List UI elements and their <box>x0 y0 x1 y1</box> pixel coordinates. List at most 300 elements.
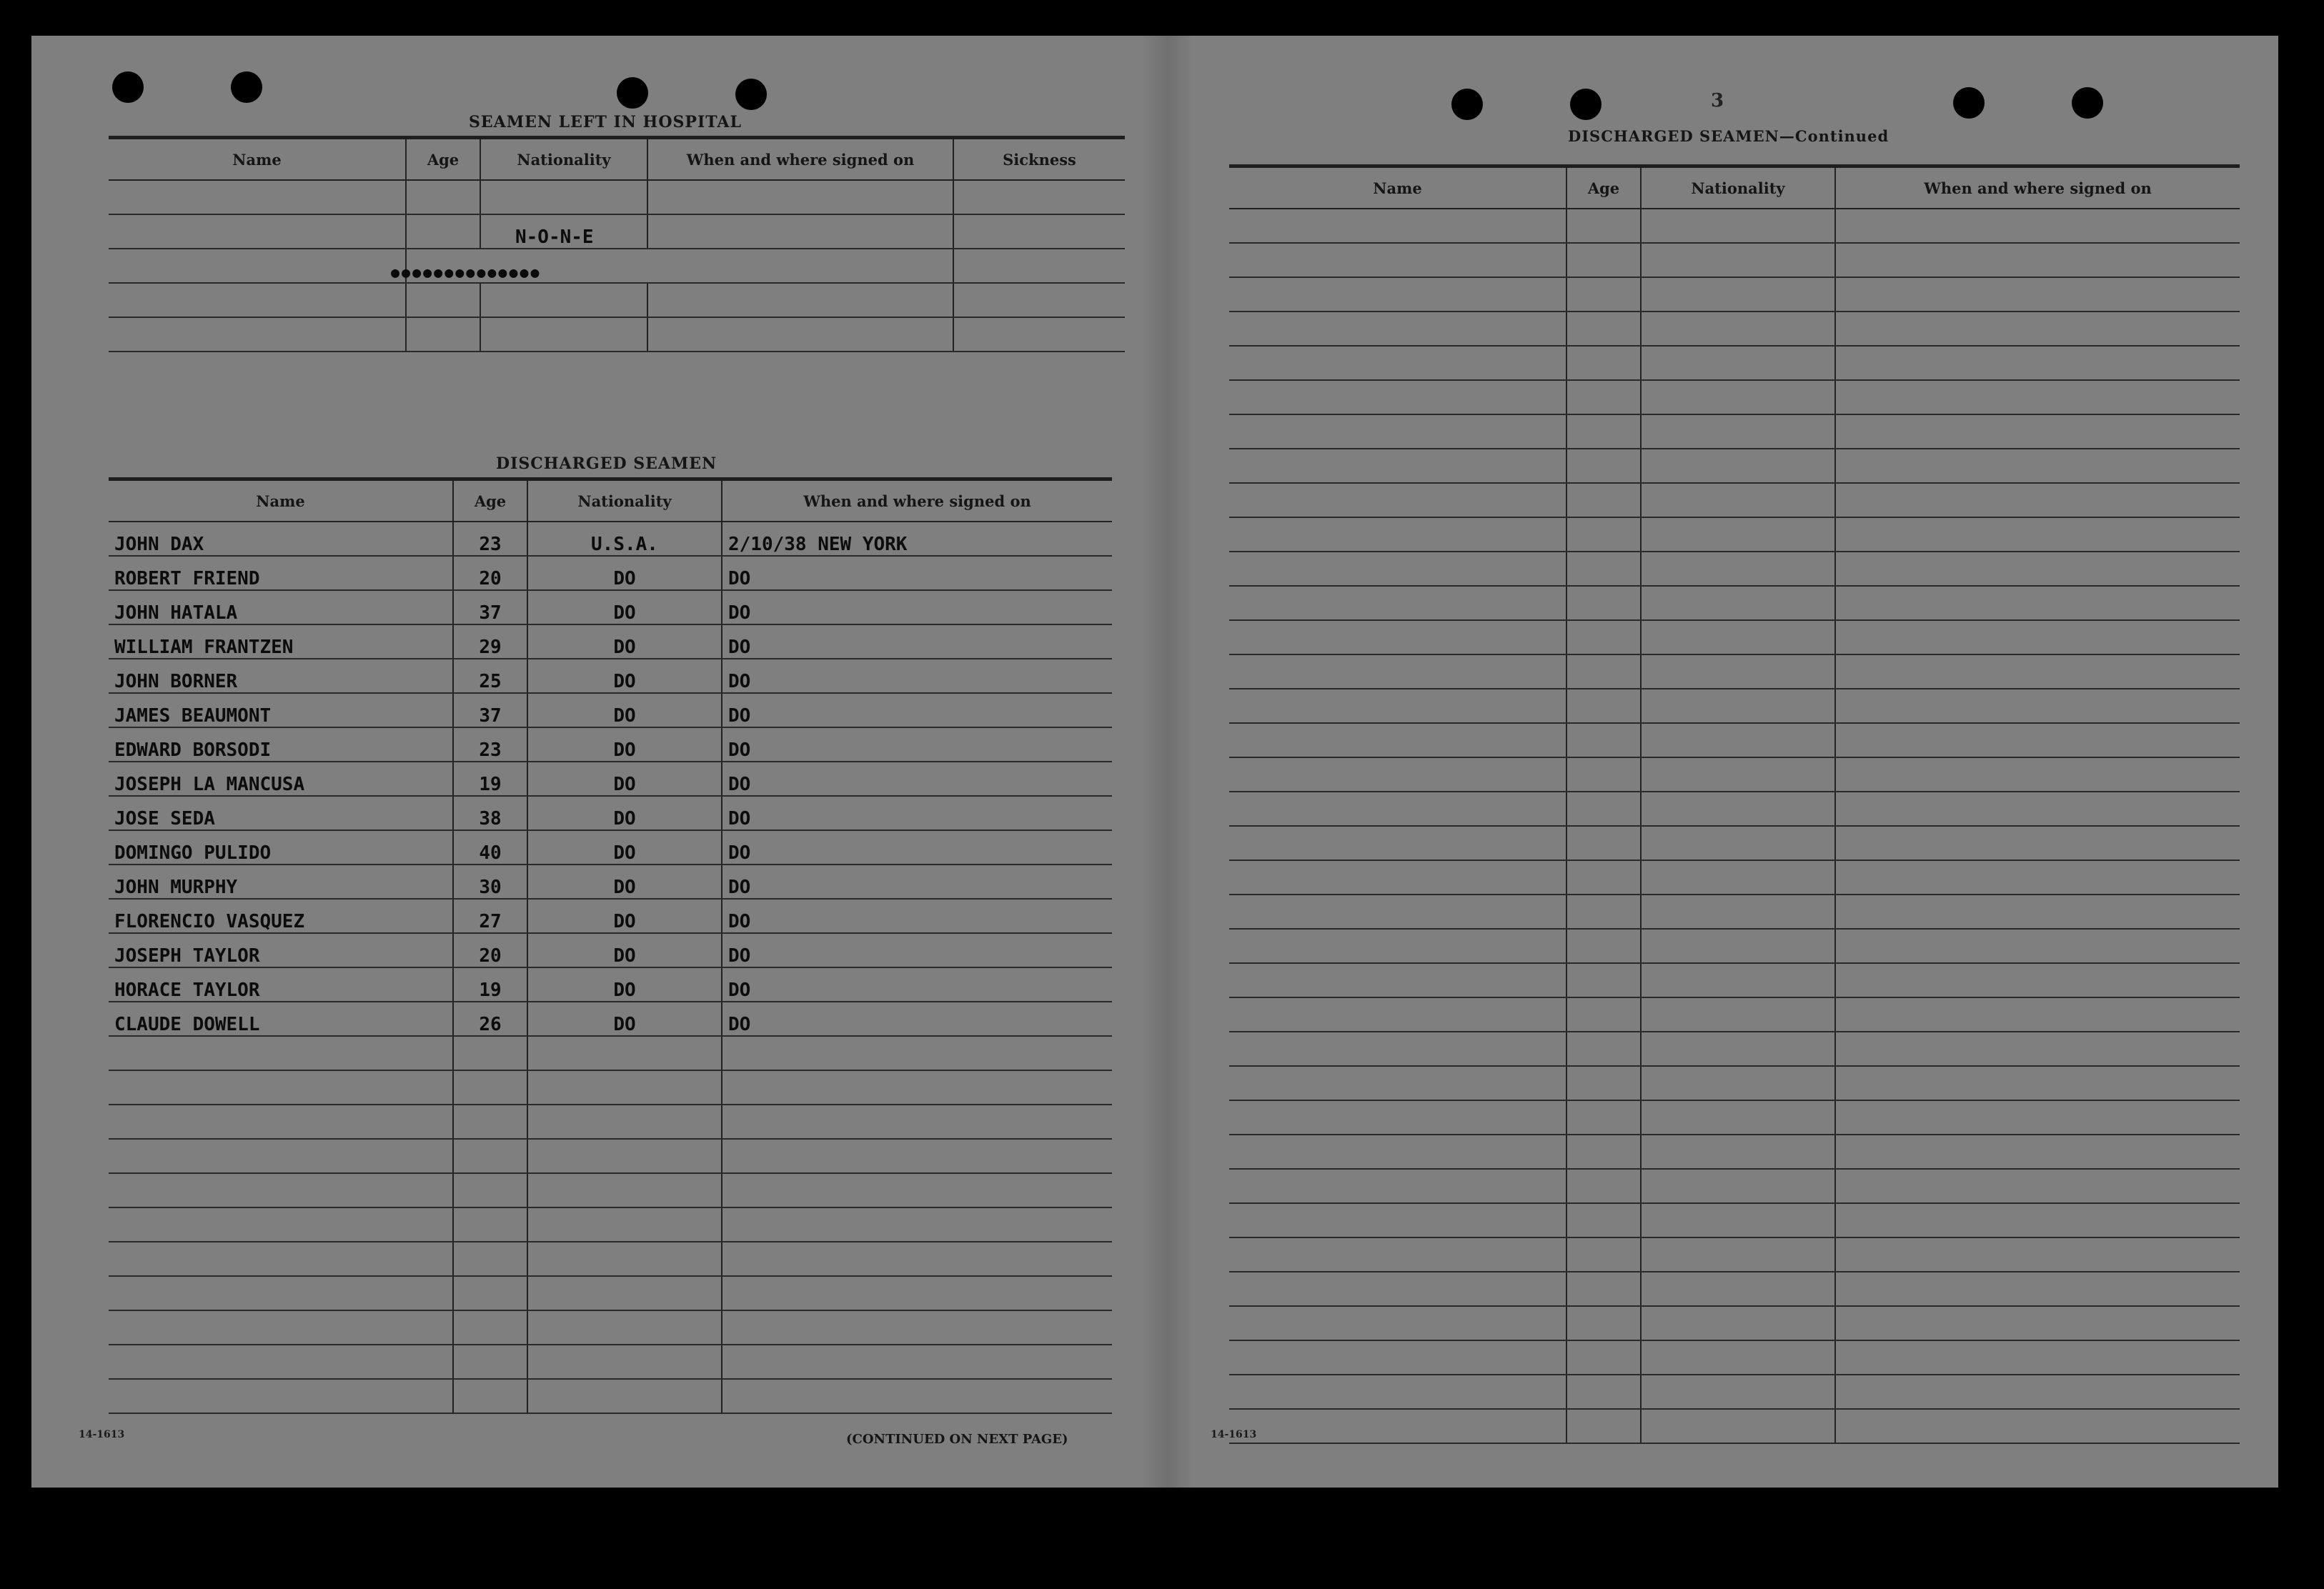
blank-cell <box>527 1173 722 1207</box>
page-fold <box>1143 36 1193 1488</box>
seaman-signed-on: DO <box>722 590 1112 624</box>
blank-cell <box>1229 380 1566 414</box>
col-header-sickness: Sickness <box>953 138 1125 181</box>
discharged-table <box>109 477 1112 1414</box>
blank-cell <box>1641 1169 1835 1203</box>
blank-cell <box>1835 243 2240 277</box>
blank-cell <box>1641 963 1835 997</box>
blank-cell <box>1229 1169 1566 1203</box>
blank-cell <box>1641 1032 1835 1066</box>
discharged-section-title: DISCHARGED SEAMEN <box>496 454 717 473</box>
table-row <box>1229 1203 2240 1237</box>
seaman-signed-on: DO <box>722 967 1112 1002</box>
blank-cell <box>453 1379 527 1413</box>
blank-cell <box>1566 1100 1641 1135</box>
blank-cell <box>1229 860 1566 895</box>
blank-cell <box>1566 1066 1641 1100</box>
blank-cell <box>1566 243 1641 277</box>
table-row <box>109 1276 1112 1310</box>
seaman-nationality: DO <box>527 624 722 659</box>
table-row <box>109 727 1112 762</box>
table-row <box>1229 654 2240 689</box>
blank-cell <box>1835 1066 2240 1100</box>
blank-cell <box>1229 1237 1566 1272</box>
blank-cell <box>1641 552 1835 586</box>
blank-cell <box>1835 312 2240 346</box>
blank-cell <box>1835 723 2240 757</box>
seaman-signed-on: DO <box>722 899 1112 933</box>
blank-cell <box>1229 757 1566 792</box>
blank-cell <box>1229 689 1566 723</box>
blank-cell <box>1835 449 2240 483</box>
blank-cell <box>1835 380 2240 414</box>
blank-cell <box>1641 792 1835 826</box>
blank-cell <box>1835 277 2240 312</box>
blank-cell <box>1641 243 1835 277</box>
blank-cell <box>109 1070 453 1105</box>
blank-cell <box>1229 243 1566 277</box>
blank-cell <box>1229 277 1566 312</box>
blank-cell <box>1566 1272 1641 1306</box>
blank-cell <box>722 1345 1112 1379</box>
seaman-nationality: DO <box>527 899 722 933</box>
blank-cell <box>1229 312 1566 346</box>
col-header-age: Age <box>406 138 480 181</box>
blank-cell <box>1835 586 2240 620</box>
table-row <box>1229 792 2240 826</box>
discharged-header-row <box>109 479 1112 522</box>
blank-cell <box>1229 654 1566 689</box>
blank-cell <box>1641 277 1835 312</box>
blank-cell <box>1641 209 1835 243</box>
blank-cell <box>453 1345 527 1379</box>
punch-hole <box>231 71 262 103</box>
blank-cell <box>527 1139 722 1173</box>
blank-cell <box>1566 895 1641 929</box>
blank-cell <box>453 1105 527 1139</box>
blank-cell <box>1641 483 1835 517</box>
blank-cell <box>1641 449 1835 483</box>
punch-hole <box>2072 87 2103 119</box>
blank-cell <box>1566 414 1641 449</box>
blank-cell <box>1835 1237 2240 1272</box>
blank-cell <box>1641 723 1835 757</box>
table-row <box>1229 689 2240 723</box>
seaman-name: JOHN HATALA <box>109 590 453 624</box>
table-row <box>1229 346 2240 380</box>
blank-cell <box>453 1070 527 1105</box>
blank-cell <box>1835 1032 2240 1066</box>
table-row <box>1229 1237 2240 1272</box>
blank-cell <box>1835 997 2240 1032</box>
table-row <box>109 865 1112 899</box>
blank-cell <box>527 1242 722 1276</box>
table-row <box>1229 209 2240 243</box>
blank-cell <box>1641 380 1835 414</box>
blank-cell <box>1835 826 2240 860</box>
col-header-age: Age <box>453 479 527 522</box>
blank-cell <box>109 1345 453 1379</box>
seaman-name: CLAUDE DOWELL <box>109 1002 453 1036</box>
blank-cell <box>1641 1203 1835 1237</box>
blank-cell <box>1835 929 2240 963</box>
table-row <box>109 762 1112 796</box>
col-header-signed-on: When and where signed on <box>647 138 953 181</box>
blank-cell <box>1566 517 1641 552</box>
table-row <box>109 317 1125 352</box>
col-header-name: Name <box>109 479 453 522</box>
blank-cell <box>1835 895 2240 929</box>
punch-hole <box>1451 89 1483 120</box>
seaman-name: JOHN BORNER <box>109 659 453 693</box>
blank-cell <box>527 1207 722 1242</box>
blank-cell <box>1835 483 2240 517</box>
blank-cell <box>1229 997 1566 1032</box>
blank-cell <box>453 1242 527 1276</box>
blank-cell <box>1641 1066 1835 1100</box>
blank-cell <box>1835 1375 2240 1409</box>
table-row <box>109 1207 1112 1242</box>
blank-cell <box>1566 1409 1641 1443</box>
seaman-nationality: DO <box>527 762 722 796</box>
seaman-age: 27 <box>453 899 527 933</box>
blank-cell <box>1835 620 2240 654</box>
col-header-nationality: Nationality <box>527 479 722 522</box>
blank-cell <box>1835 792 2240 826</box>
table-row <box>1229 243 2240 277</box>
blank-cell <box>1566 963 1641 997</box>
seaman-nationality: DO <box>527 693 722 727</box>
seaman-age: 40 <box>453 830 527 865</box>
blank-cell <box>1641 1409 1835 1443</box>
blank-cell <box>1566 1340 1641 1375</box>
blank-cell <box>1835 552 2240 586</box>
seaman-age: 19 <box>453 967 527 1002</box>
blank-cell <box>1229 792 1566 826</box>
blank-cell <box>722 1310 1112 1345</box>
blank-cell <box>722 1242 1112 1276</box>
table-row <box>1229 552 2240 586</box>
blank-cell <box>527 1276 722 1310</box>
blank-cell <box>1229 1272 1566 1306</box>
table-row <box>1229 895 2240 929</box>
col-header-name: Name <box>109 138 406 181</box>
blank-cell <box>1229 1032 1566 1066</box>
blank-cell <box>1566 380 1641 414</box>
seaman-age: 30 <box>453 865 527 899</box>
seaman-name: JOSEPH TAYLOR <box>109 933 453 967</box>
seaman-age: 38 <box>453 796 527 830</box>
table-row <box>109 283 1125 317</box>
seaman-nationality: DO <box>527 659 722 693</box>
blank-cell <box>1566 997 1641 1032</box>
table-row <box>109 1105 1112 1139</box>
table-row <box>109 522 1112 556</box>
seaman-name: JOSEPH LA MANCUSA <box>109 762 453 796</box>
blank-cell <box>1566 929 1641 963</box>
blank-cell <box>527 1310 722 1345</box>
blank-cell <box>1566 860 1641 895</box>
table-row <box>1229 414 2240 449</box>
table-row <box>109 1173 1112 1207</box>
table-row <box>109 590 1112 624</box>
blank-cell <box>1566 689 1641 723</box>
seaman-age: 20 <box>453 556 527 590</box>
table-row <box>1229 483 2240 517</box>
punch-hole <box>735 79 767 110</box>
blank-cell <box>453 1310 527 1345</box>
blank-cell <box>1641 1375 1835 1409</box>
table-row <box>1229 826 2240 860</box>
hospital-none-entry: N-O-N-E <box>515 226 594 248</box>
blank-cell <box>1641 414 1835 449</box>
blank-cell <box>1835 209 2240 243</box>
table-row <box>1229 517 2240 552</box>
blank-cell <box>1641 997 1835 1032</box>
blank-cell <box>109 1139 453 1173</box>
blank-cell <box>109 1105 453 1139</box>
seaman-nationality: DO <box>527 796 722 830</box>
blank-cell <box>109 1207 453 1242</box>
blank-cell <box>1566 620 1641 654</box>
table-row <box>1229 963 2240 997</box>
blank-cell <box>1835 689 2240 723</box>
blank-cell <box>1641 860 1835 895</box>
blank-cell <box>722 1379 1112 1413</box>
seaman-nationality: DO <box>527 1002 722 1036</box>
continued-rows <box>1229 209 2240 1443</box>
form-number: 14-1613 <box>79 1429 125 1440</box>
blank-cell <box>1835 1203 2240 1237</box>
col-header-signed-on: When and where signed on <box>1835 166 2240 209</box>
blank-cell <box>1835 1169 2240 1203</box>
seaman-age: 29 <box>453 624 527 659</box>
blank-cell <box>1641 1272 1835 1306</box>
blank-cell <box>1641 757 1835 792</box>
table-row <box>109 180 1125 214</box>
blank-cell <box>1566 792 1641 826</box>
seaman-age: 37 <box>453 590 527 624</box>
punch-hole <box>1953 87 1985 119</box>
blank-cell <box>1229 209 1566 243</box>
blank-cell <box>1641 1340 1835 1375</box>
table-row <box>1229 1135 2240 1169</box>
continued-section-title: DISCHARGED SEAMEN—Continued <box>1568 127 1890 145</box>
seaman-age: 37 <box>453 693 527 727</box>
blank-cell <box>1835 757 2240 792</box>
table-row <box>1229 620 2240 654</box>
seaman-nationality: DO <box>527 830 722 865</box>
blank-cell <box>1641 312 1835 346</box>
hospital-table <box>109 136 1125 352</box>
seaman-signed-on: DO <box>722 624 1112 659</box>
seaman-age: 26 <box>453 1002 527 1036</box>
continued-header-row <box>1229 166 2240 209</box>
table-row <box>109 1379 1112 1413</box>
blank-cell <box>1229 449 1566 483</box>
blank-cell <box>1641 1100 1835 1135</box>
blank-cell <box>1835 1135 2240 1169</box>
blank-cell <box>1641 826 1835 860</box>
blank-cell <box>1229 963 1566 997</box>
col-header-name: Name <box>1229 166 1566 209</box>
table-row <box>1229 380 2240 414</box>
blank-cell <box>1641 346 1835 380</box>
blank-cell <box>1835 1409 2240 1443</box>
blank-cell <box>722 1139 1112 1173</box>
table-row <box>1229 1375 2240 1409</box>
blank-cell <box>1641 689 1835 723</box>
blank-cell <box>109 1276 453 1310</box>
blank-cell <box>722 1276 1112 1310</box>
seaman-name: HORACE TAYLOR <box>109 967 453 1002</box>
blank-cell <box>1229 620 1566 654</box>
blank-cell <box>1229 929 1566 963</box>
seaman-name: FLORENCIO VASQUEZ <box>109 899 453 933</box>
table-row <box>109 659 1112 693</box>
blank-cell <box>527 1070 722 1105</box>
blank-cell <box>1229 1066 1566 1100</box>
hospital-header-row <box>109 138 1125 181</box>
blank-cell <box>722 1070 1112 1105</box>
seaman-age: 25 <box>453 659 527 693</box>
blank-cell <box>109 1036 453 1070</box>
blank-cell <box>1835 860 2240 895</box>
seaman-name: DOMINGO PULIDO <box>109 830 453 865</box>
table-row <box>1229 997 2240 1032</box>
seaman-name: JOHN MURPHY <box>109 865 453 899</box>
blank-cell <box>1835 1272 2240 1306</box>
blank-cell <box>109 1242 453 1276</box>
table-row <box>1229 449 2240 483</box>
seaman-name: EDWARD BORSODI <box>109 727 453 762</box>
table-row <box>1229 1066 2240 1100</box>
seaman-nationality: DO <box>527 865 722 899</box>
blank-cell <box>1229 346 1566 380</box>
discharged-rows <box>109 522 1112 1413</box>
seaman-signed-on: DO <box>722 865 1112 899</box>
form-number: 14-1613 <box>1211 1429 1257 1440</box>
blank-cell <box>1229 826 1566 860</box>
page-number: 3 <box>1711 90 1724 111</box>
seaman-signed-on: DO <box>722 796 1112 830</box>
seaman-nationality: DO <box>527 556 722 590</box>
table-row <box>1229 757 2240 792</box>
table-row <box>109 556 1112 590</box>
seaman-age: 23 <box>453 727 527 762</box>
blank-cell <box>1566 277 1641 312</box>
seaman-age: 20 <box>453 933 527 967</box>
blank-cell <box>1566 654 1641 689</box>
seaman-name: WILLIAM FRANTZEN <box>109 624 453 659</box>
seaman-age: 23 <box>453 522 527 556</box>
blank-cell <box>1566 449 1641 483</box>
seaman-signed-on: DO <box>722 830 1112 865</box>
blank-cell <box>109 1310 453 1345</box>
blank-cell <box>1229 895 1566 929</box>
table-row <box>1229 860 2240 895</box>
blank-cell <box>1566 1237 1641 1272</box>
blank-cell <box>1641 654 1835 689</box>
table-row <box>109 693 1112 727</box>
table-row <box>109 1139 1112 1173</box>
table-row <box>109 1036 1112 1070</box>
col-header-signed-on: When and where signed on <box>722 479 1112 522</box>
blank-cell <box>1566 312 1641 346</box>
blank-cell <box>1566 1306 1641 1340</box>
blank-cell <box>1641 517 1835 552</box>
blank-cell <box>527 1345 722 1379</box>
table-row <box>109 214 1125 249</box>
blank-cell <box>453 1173 527 1207</box>
blank-cell <box>1835 517 2240 552</box>
blank-cell <box>1566 586 1641 620</box>
punch-hole <box>617 77 648 109</box>
blank-cell <box>453 1276 527 1310</box>
blank-cell <box>1641 586 1835 620</box>
seaman-signed-on: DO <box>722 933 1112 967</box>
blank-cell <box>1641 895 1835 929</box>
table-row <box>109 1242 1112 1276</box>
table-row <box>1229 586 2240 620</box>
blank-cell <box>1835 1340 2240 1375</box>
table-row <box>109 1345 1112 1379</box>
blank-cell <box>1641 1237 1835 1272</box>
seaman-signed-on: 2/10/38 NEW YORK <box>722 522 1112 556</box>
blank-cell <box>1566 1032 1641 1066</box>
table-row <box>109 249 1125 283</box>
blank-cell <box>1835 963 2240 997</box>
blank-cell <box>1566 1135 1641 1169</box>
seaman-signed-on: DO <box>722 659 1112 693</box>
blank-cell <box>1229 723 1566 757</box>
punch-hole <box>1570 89 1602 120</box>
blank-cell <box>1566 1375 1641 1409</box>
blank-cell <box>1835 654 2240 689</box>
continued-table <box>1229 164 2240 1444</box>
seaman-nationality: DO <box>527 967 722 1002</box>
blank-cell <box>722 1105 1112 1139</box>
blank-cell <box>1566 209 1641 243</box>
table-row <box>109 796 1112 830</box>
table-row <box>1229 1272 2240 1306</box>
blank-cell <box>1229 1203 1566 1237</box>
blank-cell <box>722 1036 1112 1070</box>
table-row <box>109 933 1112 967</box>
blank-cell <box>722 1207 1112 1242</box>
blank-cell <box>1566 483 1641 517</box>
blank-cell <box>453 1036 527 1070</box>
blank-cell <box>453 1139 527 1173</box>
table-row <box>1229 1032 2240 1066</box>
blank-cell <box>1566 1203 1641 1237</box>
table-row <box>1229 1100 2240 1135</box>
table-row <box>1229 312 2240 346</box>
blank-cell <box>1835 1306 2240 1340</box>
blank-cell <box>527 1379 722 1413</box>
table-row <box>1229 277 2240 312</box>
hospital-section-title: SEAMEN LEFT IN HOSPITAL <box>469 113 742 131</box>
document-spread <box>31 36 2278 1488</box>
col-header-nationality: Nationality <box>1641 166 1835 209</box>
seaman-age: 19 <box>453 762 527 796</box>
blank-cell <box>1566 1169 1641 1203</box>
blank-cell <box>1641 620 1835 654</box>
blank-cell <box>1229 483 1566 517</box>
seaman-signed-on: DO <box>722 727 1112 762</box>
blank-cell <box>527 1105 722 1139</box>
seaman-name: JAMES BEAUMONT <box>109 693 453 727</box>
